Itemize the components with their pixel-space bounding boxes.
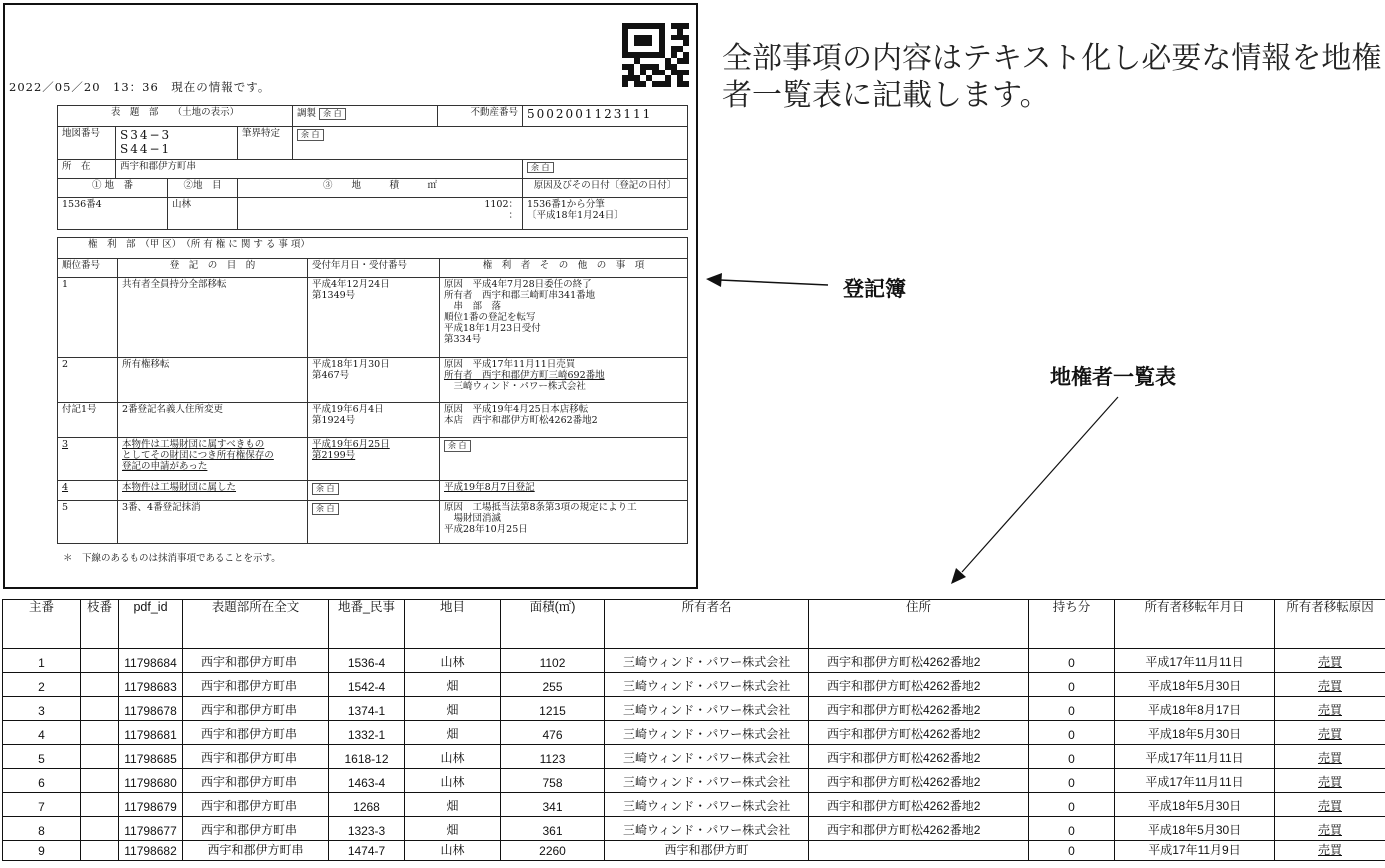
table-cell: 0 [1029,721,1115,745]
table-cell: 758 [501,769,605,793]
col-chiseki: ③ 地 積 ㎡ [238,178,523,197]
table-cell: 255 [501,673,605,697]
purpose: 共有者全員持分全部移転 [118,278,308,358]
table-cell: 西宇和郡伊方町串 [183,769,329,793]
table-cell: 476 [501,721,605,745]
table-cell: 山林 [405,841,501,861]
table-cell: 4 [3,721,81,745]
purpose: 所有権移転 [118,358,308,403]
purpose: 2番登記名義人住所変更 [118,403,308,438]
fudosan-label: 不動産番号 [438,106,523,127]
table-cell: 畑 [405,673,501,697]
table-cell: 三崎ウィンド・パワー株式会社 [605,817,809,841]
col-chimoku: ②地 目 [168,178,238,197]
kenri-row-2 [58,358,688,403]
table-cell: 平成18年5月30日 [1115,673,1275,697]
col-purpose: 登 記 の 目 的 [118,259,308,278]
col-received: 受付年月日・受付番号 [308,259,440,278]
received-number: 第2199号 [312,449,356,461]
qr-code-icon [622,23,689,87]
purpose: 本物件は工場財団に属した [118,481,308,501]
table-cell: 西宇和郡伊方町串 [183,841,329,861]
column-header: 持ち分 [1029,600,1115,649]
table-row [3,721,1385,745]
table-cell: 西宇和郡伊方町松4262番地2 [809,649,1029,673]
table-cell: 平成18年8月17日 [1115,697,1275,721]
holder-line: 第334号 [444,333,482,345]
table-cell: 1374-1 [329,697,405,721]
table-cell: 9 [3,841,81,861]
table-cell: 平成18年5月30日 [1115,817,1275,841]
table-row [3,697,1385,721]
table-cell: 平成18年5月30日 [1115,721,1275,745]
table-cell: 西宇和郡伊方町松4262番地2 [809,769,1029,793]
table-cell: 6 [3,769,81,793]
hikkai-stamp: 余 白 [297,129,324,141]
table-cell: 売買 [1275,793,1385,817]
yohaku-stamp: 余 白 [312,503,339,515]
table-cell: 11798681 [119,721,183,745]
table-cell: 1323-3 [329,817,405,841]
table-cell: 5 [3,745,81,769]
table-cell [809,841,1029,861]
table-cell: 1542-4 [329,673,405,697]
column-header: 地目 [405,600,501,649]
col-holder: 権 利 者 そ の 他 の 事 項 [440,259,688,278]
table-cell: 0 [1029,649,1115,673]
table-row [3,673,1385,697]
holder-line: 原因 工場抵当法第8条第3項の規定により工 [444,502,637,513]
hyodai-table [57,105,688,230]
col-rank: 順位番号 [58,259,118,278]
row-gen-in-2: 〔平成18年1月24日〕 [527,209,624,221]
table-cell: 三崎ウィンド・パワー株式会社 [605,721,809,745]
holder-line: 平成28年10月25日 [444,523,528,535]
table-cell: 1123 [501,745,605,769]
kenri-table [57,237,688,544]
chosei-label: 調製 [297,108,317,119]
table-cell: 三崎ウィンド・パワー株式会社 [605,673,809,697]
table-cell: 西宇和郡伊方町松4262番地2 [809,697,1029,721]
table-cell: 1332-1 [329,721,405,745]
table-cell: 山林 [405,745,501,769]
holder-line: 本店 西宇和郡伊方町松4262番地2 [444,414,598,426]
table-cell: 西宇和郡伊方町松4262番地2 [809,721,1029,745]
table-cell: 0 [1029,745,1115,769]
chosei-stamp: 余 白 [319,108,346,120]
received-date: 平成19年6月25日 [312,439,390,450]
arrow-to-table-icon [951,397,1118,584]
table-cell: 11798684 [119,649,183,673]
table-cell: 0 [1029,769,1115,793]
received-number: 第1924号 [312,414,356,426]
table-cell: 11798679 [119,793,183,817]
table-cell: 山林 [405,649,501,673]
kenri-row-annex [58,403,688,438]
table-row [3,793,1385,817]
table-cell: 0 [1029,793,1115,817]
registry-timestamp: 2022／05／20 13：36 現在の情報です。 [9,80,271,94]
table-cell: 畑 [405,817,501,841]
table-cell [81,673,119,697]
table-cell: 三崎ウィンド・パワー株式会社 [605,697,809,721]
landowner-list-label: 地権者一覧表 [1050,365,1176,389]
table-cell: 2260 [501,841,605,861]
table-cell: 0 [1029,673,1115,697]
chizu-value: S34−3 S44−1 [116,127,238,160]
column-header: 住所 [809,600,1029,649]
table-cell: 西宇和郡伊方町串 [183,673,329,697]
table-cell: 売買 [1275,673,1385,697]
table-cell: 11798678 [119,697,183,721]
holder-line: 原因 平成17年11月11日売買 [444,359,576,370]
received-date: 平成19年6月4日 [312,404,384,415]
table-cell: 平成17年11月11日 [1115,745,1275,769]
hyodai-title: 表 題 部 （土地の表示） [58,106,293,127]
yohaku-stamp: 余 白 [444,440,471,452]
table-cell: 三崎ウィンド・パワー株式会社 [605,793,809,817]
holder-line: 場財団消滅 [444,512,502,524]
table-cell: 畑 [405,721,501,745]
column-header: 表題部所在全文 [183,600,329,649]
row-chimoku: 山林 [168,197,238,229]
table-cell: 1536-4 [329,649,405,673]
column-header: 地番_民事 [329,600,405,649]
table-cell: 1463-4 [329,769,405,793]
table-cell: 山林 [405,769,501,793]
table-cell: 三崎ウィンド・パワー株式会社 [605,769,809,793]
column-header: 主番 [3,600,81,649]
table-cell: 0 [1029,697,1115,721]
kenri-title: 権 利 部 （甲 区） （所 有 権 に 関 す る 事 項） [58,238,688,259]
purpose: 本物件は工場財団に属すべきもの [122,439,265,450]
table-cell: 売買 [1275,697,1385,721]
holder-line: 所有者 西宇和郡三崎町串341番地 [444,289,596,301]
table-cell: 売買 [1275,745,1385,769]
row-chiban: 1536番4 [58,197,168,229]
rank: 2 [58,358,118,403]
rank: 4 [58,481,118,501]
received-number: 第1349号 [312,289,356,301]
table-cell [81,841,119,861]
holder-line: 串 部 落 [444,300,502,312]
shozai-value: 西宇和郡伊方町串 [116,159,523,178]
registry-footnote: ＊ 下線のあるものは抹消事項であることを示す。 [63,553,281,564]
rank: 5 [58,501,118,544]
holder-line: 平成18年1月23日受付 [444,322,541,334]
table-cell: 361 [501,817,605,841]
table-cell: 7 [3,793,81,817]
table-cell: 畑 [405,793,501,817]
table-cell: 平成17年11月11日 [1115,649,1275,673]
purpose: 登記の申請があった [122,460,208,472]
fudosan-number: 5002001123111 [523,106,688,127]
table-cell: 西宇和郡伊方町松4262番地2 [809,817,1029,841]
yohaku-stamp: 余 白 [312,483,339,495]
table-cell: 三崎ウィンド・パワー株式会社 [605,649,809,673]
table-cell: 畑 [405,697,501,721]
column-header: 所有者移転年月日 [1115,600,1275,649]
table-cell: 売買 [1275,841,1385,861]
col-chiban: ① 地 番 [58,178,168,197]
table-cell: 西宇和郡伊方町串 [183,649,329,673]
table-row [3,769,1385,793]
kenri-row-3 [58,438,688,481]
table-cell: 西宇和郡伊方町松4262番地2 [809,793,1029,817]
table-cell: 売買 [1275,649,1385,673]
registry-label: 登記簿 [843,277,906,301]
table-cell [81,745,119,769]
table-cell [81,697,119,721]
table-cell: 西宇和郡伊方町串 [183,721,329,745]
table-cell: 西宇和郡伊方町串 [183,793,329,817]
column-header: 所有者名 [605,600,809,649]
holder-line: 順位1番の登記を転写 [444,311,536,323]
shozai-label: 所 在 [58,159,116,178]
table-cell: 11798680 [119,769,183,793]
table-cell [81,817,119,841]
purpose: 3番、4番登記抹消 [118,501,308,544]
table-cell [81,793,119,817]
row-chiseki: 1102： [484,198,519,210]
table-cell: 341 [501,793,605,817]
chizu-label: 地図番号 [58,127,116,160]
column-header: 面積(㎡) [501,600,605,649]
table-cell [81,769,119,793]
table-cell [81,721,119,745]
holder-line: 三崎ウィンド・パワー株式会社 [444,380,586,392]
kenri-row-5 [58,501,688,544]
kenri-row-4 [58,481,688,501]
rank: 1 [58,278,118,358]
table-cell: 11798685 [119,745,183,769]
table-cell: 8 [3,817,81,841]
table-row [3,745,1385,769]
table-cell: 平成18年5月30日 [1115,793,1275,817]
table-cell: 売買 [1275,769,1385,793]
table-row [3,817,1385,841]
table-cell: 売買 [1275,721,1385,745]
purpose: としてその財団につき所有権保存の [122,449,274,461]
table-cell: 0 [1029,841,1115,861]
received-date: 平成4年12月24日 [312,279,390,290]
table-cell: 三崎ウィンド・パワー株式会社 [605,745,809,769]
column-header: pdf_id [119,600,183,649]
table-cell: 西宇和郡伊方町串 [183,697,329,721]
received-date: 平成18年1月30日 [312,359,390,370]
col-gen-in: 原因及びその日付〔登記の日付〕 [523,178,688,197]
table-cell: 売買 [1275,817,1385,841]
table-cell: 3 [3,697,81,721]
landowner-table [2,599,1385,861]
rank: 付記1号 [58,403,118,438]
headline: 全部事項の内容はテキスト化し必要な情報を地権者一覧表に記載します。 [722,41,1382,113]
table-cell: 1618-12 [329,745,405,769]
table-row [3,649,1385,673]
table-cell: 平成17年11月9日 [1115,841,1275,861]
table-cell: 11798682 [119,841,183,861]
table-cell [81,649,119,673]
table-cell: 0 [1029,817,1115,841]
rank: 3 [58,438,118,481]
holder-line: 原因 平成4年7月28日委任の終了 [444,279,592,290]
table-cell: 1268 [329,793,405,817]
registry-document [3,3,698,589]
row-gen-in-1: 1536番1から分筆 [527,198,605,210]
table-cell: 1215 [501,697,605,721]
kenri-row-1 [58,278,688,358]
table-cell: 11798677 [119,817,183,841]
table-cell: 西宇和郡伊方町串 [183,817,329,841]
table-cell: 西宇和郡伊方町松4262番地2 [809,673,1029,697]
table-cell: 11798683 [119,673,183,697]
table-cell: 平成17年11月11日 [1115,769,1275,793]
table-cell: 1474-7 [329,841,405,861]
table-cell: 西宇和郡伊方町串 [183,745,329,769]
received-number: 第467号 [312,369,350,381]
column-header: 所有者移転原因 [1275,600,1385,649]
hikkai-label: 筆界特定 [238,127,293,160]
shozai-stamp: 余 白 [527,162,554,174]
table-cell: 西宇和郡伊方町松4262番地2 [809,745,1029,769]
arrow-to-registry-icon [706,273,828,287]
table-header-row [3,600,1385,649]
holder-line: 平成19年8月7日登記 [440,481,688,501]
holder-line: 所有者 西宇和郡伊方町三崎692番地 [444,369,605,381]
table-cell: 1 [3,649,81,673]
table-cell: 1102 [501,649,605,673]
holder-line: 原因 平成19年4月25日本店移転 [444,404,589,415]
row-chiseki-sub: ： [508,209,519,221]
table-cell: 2 [3,673,81,697]
column-header: 枝番 [81,600,119,649]
table-cell: 西宇和郡伊方町 [605,841,809,861]
table-row [3,841,1385,861]
